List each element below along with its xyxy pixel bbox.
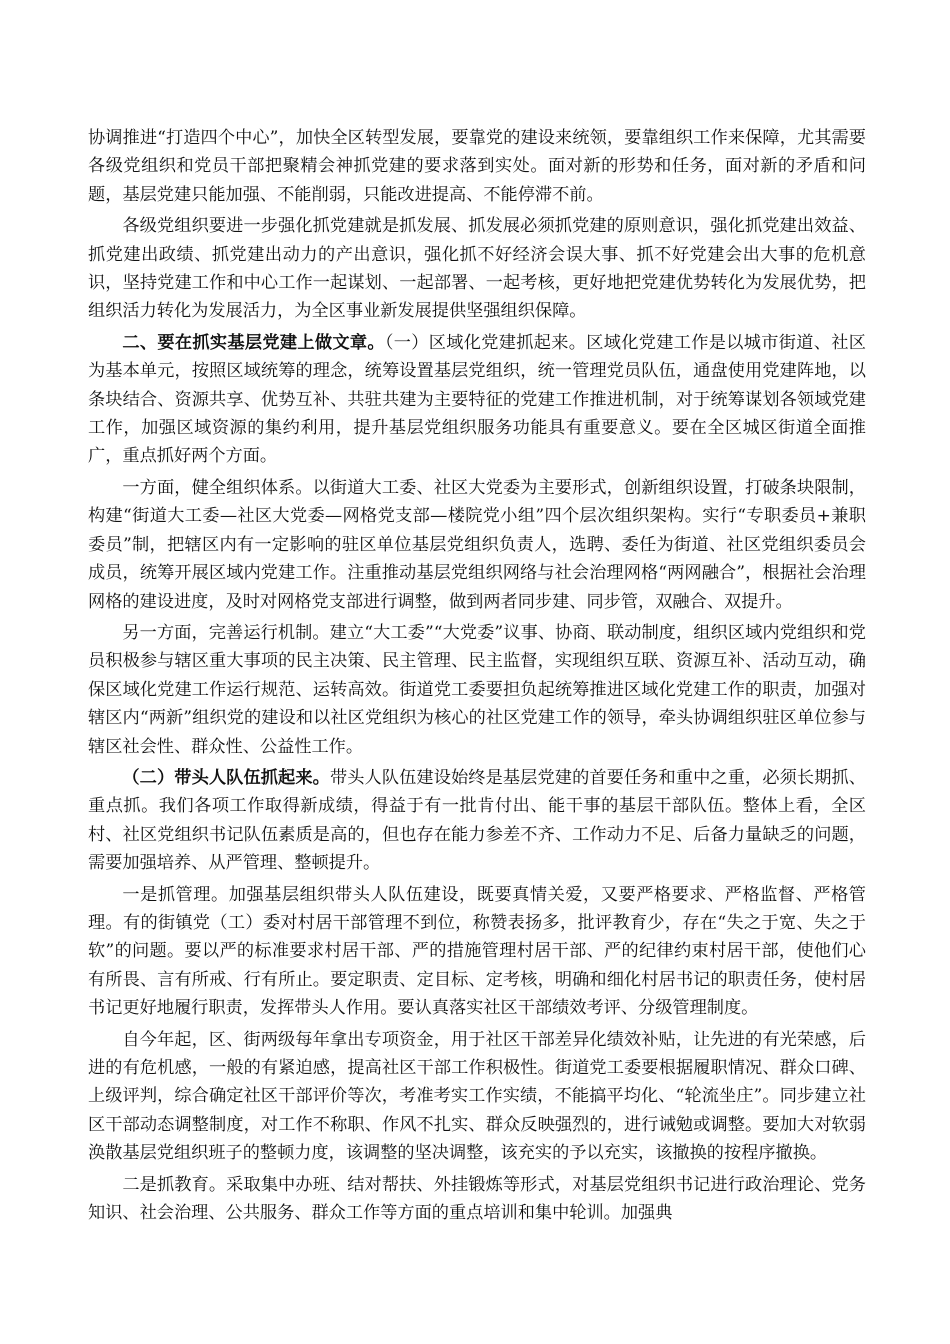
paragraph-text: 二是抓教育。采取集中办班、结对帮扶、外挂锻炼等形式，对基层党组织书记进行政治理论、党务知识、社会治理、公共服务、群众工作等方面的重点培训和集中轮训。加强典 (88, 1174, 866, 1224)
paragraph-8 (88, 1026, 866, 1168)
section-heading: （二）带头人队伍抓起来。 (122, 767, 330, 788)
paragraph-9 (88, 1171, 866, 1228)
paragraph-2 (88, 212, 866, 326)
paragraph-7 (88, 881, 866, 1023)
document-page (88, 124, 866, 1230)
paragraph-text: 一方面，健全组织体系。以街道大工委、社区大党委为主要形式，创新组织设置，打破条块限制，构建“街道大工委—社区大党委—网格党支部—楼院党小组”四个层次组织架构。实行“专职委员+兼职委员”制，把辖区内有一定影响的驻区单位基层党组织负责人，选聘、委任为街道、社区党组织委员会成员，统筹开展区域内党建工作。注重推动基层党组织网络与社会治理网格“两网融合”，根据社会治理网格的建设进度，及时对网格党支部进行调整，做到两者同步建、同步管，双融合、双提升。 (88, 477, 866, 612)
paragraph-6 (88, 764, 866, 878)
section-heading: 二、要在抓实基层党建上做文章。 (122, 332, 385, 353)
paragraph-text: （一）区域化党建抓起来。区域化党建工作是以城市街道、社区为基本单元，按照区域统筹的理念，统筹设置基层党组织，统一管理党员队伍，通盘使用党建阵地，以条块结合、资源共享、优势互补、共驻共建为主要特征的党建工作推进机制，对于统筹谋划各领域党建工作，加强区域资源的集约利用，提升基层党组织服务功能具有重要意义。要在全区城区街道全面推广，重点抓好两个方面。 (88, 332, 866, 467)
paragraph-text: 各级党组织要进一步强化抓党建就是抓发展、抓发展必须抓党建的原则意识，强化抓党建出效益、抓党建出政绩、抓党建出动力的产出意识，强化抓不好经济会误大事、抓不好党建会出大事的危机意识，坚持党建工作和中心工作一起谋划、一起部署、一起考核，更好地把党建优势转化为发展优势，把组织活力转化为发展活力，为全区事业新发展提供坚强组织保障。 (88, 216, 866, 322)
paragraph-text: 协调推进“打造四个中心”，加快全区转型发展，要靠党的建设来统领，要靠组织工作来保障，尤其需要各级党组织和党员干部把聚精会神抓党建的要求落到实处。面对新的形势和任务，面对新的矛盾和问题，基层党建只能加强、不能削弱，只能改进提高、不能停滞不前。 (88, 128, 866, 205)
paragraph-text: 一是抓管理。加强基层组织带头人队伍建设，既要真情关爱，又要严格要求、严格监督、严格管理。有的街镇党（工）委对村居干部管理不到位，称赞表扬多，批评教育少，存在“失之于宽、失之于软”的问题。要以严的标准要求村居干部、严的措施管理村居干部、严的纪律约束村居干部，使他们心有所畏、言有所戒、行有所止。要定职责、定目标、定考核，明确和细化村居书记的职责任务，使村居书记更好地履行职责，发挥带头人作用。要认真落实社区干部绩效考评、分级管理制度。 (88, 884, 866, 1019)
paragraph-4 (88, 474, 866, 616)
paragraph-text: 自今年起，区、街两级每年拿出专项资金，用于社区干部差异化绩效补贴，让先进的有光荣感，后进的有危机感，一般的有紧迫感，提高社区干部工作积极性。街道党工委要根据履职情况、群众口碑、上级评判，综合确定社区干部评价等次，考准考实工作实绩，不能搞平均化、“轮流坐庄”。同步建立社区干部动态调整制度，对工作不称职、作风不扎实、群众反映强烈的，进行诫勉或调整。要加大对软弱涣散基层党组织班子的整顿力度，该调整的坚决调整，该充实的予以充实，该撤换的按程序撤换。 (88, 1029, 866, 1164)
paragraph-5 (88, 619, 866, 761)
paragraph-1 (88, 124, 866, 209)
paragraph-text: 另一方面，完善运行机制。建立“大工委”“大党委”议事、协商、联动制度，组织区域内党组织和党员积极参与辖区重大事项的民主决策、民主管理、民主监督，实现组织互联、资源互补、活动互动，确保区域化党建工作运行规范、运转高效。街道党工委要担负起统筹推进区域化党建工作的职责，加强对辖区内“两新”组织党的建设和以社区党组织为核心的社区党建工作的领导，牵头协调组织驻区单位参与辖区社会性、群众性、公益性工作。 (88, 622, 866, 757)
paragraph-3 (88, 329, 866, 471)
paragraph-text: 带头人队伍建设始终是基层党建的首要任务和重中之重，必须长期抓、重点抓。我们各项工作取得新成绩，得益于有一批肯付出、能干事的基层干部队伍。整体上看，全区村、社区党组织书记队伍素质是高的，但也存在能力参差不齐、工作动力不足、后备力量缺乏的问题，需要加强培养、从严管理、整顿提升。 (88, 767, 866, 874)
